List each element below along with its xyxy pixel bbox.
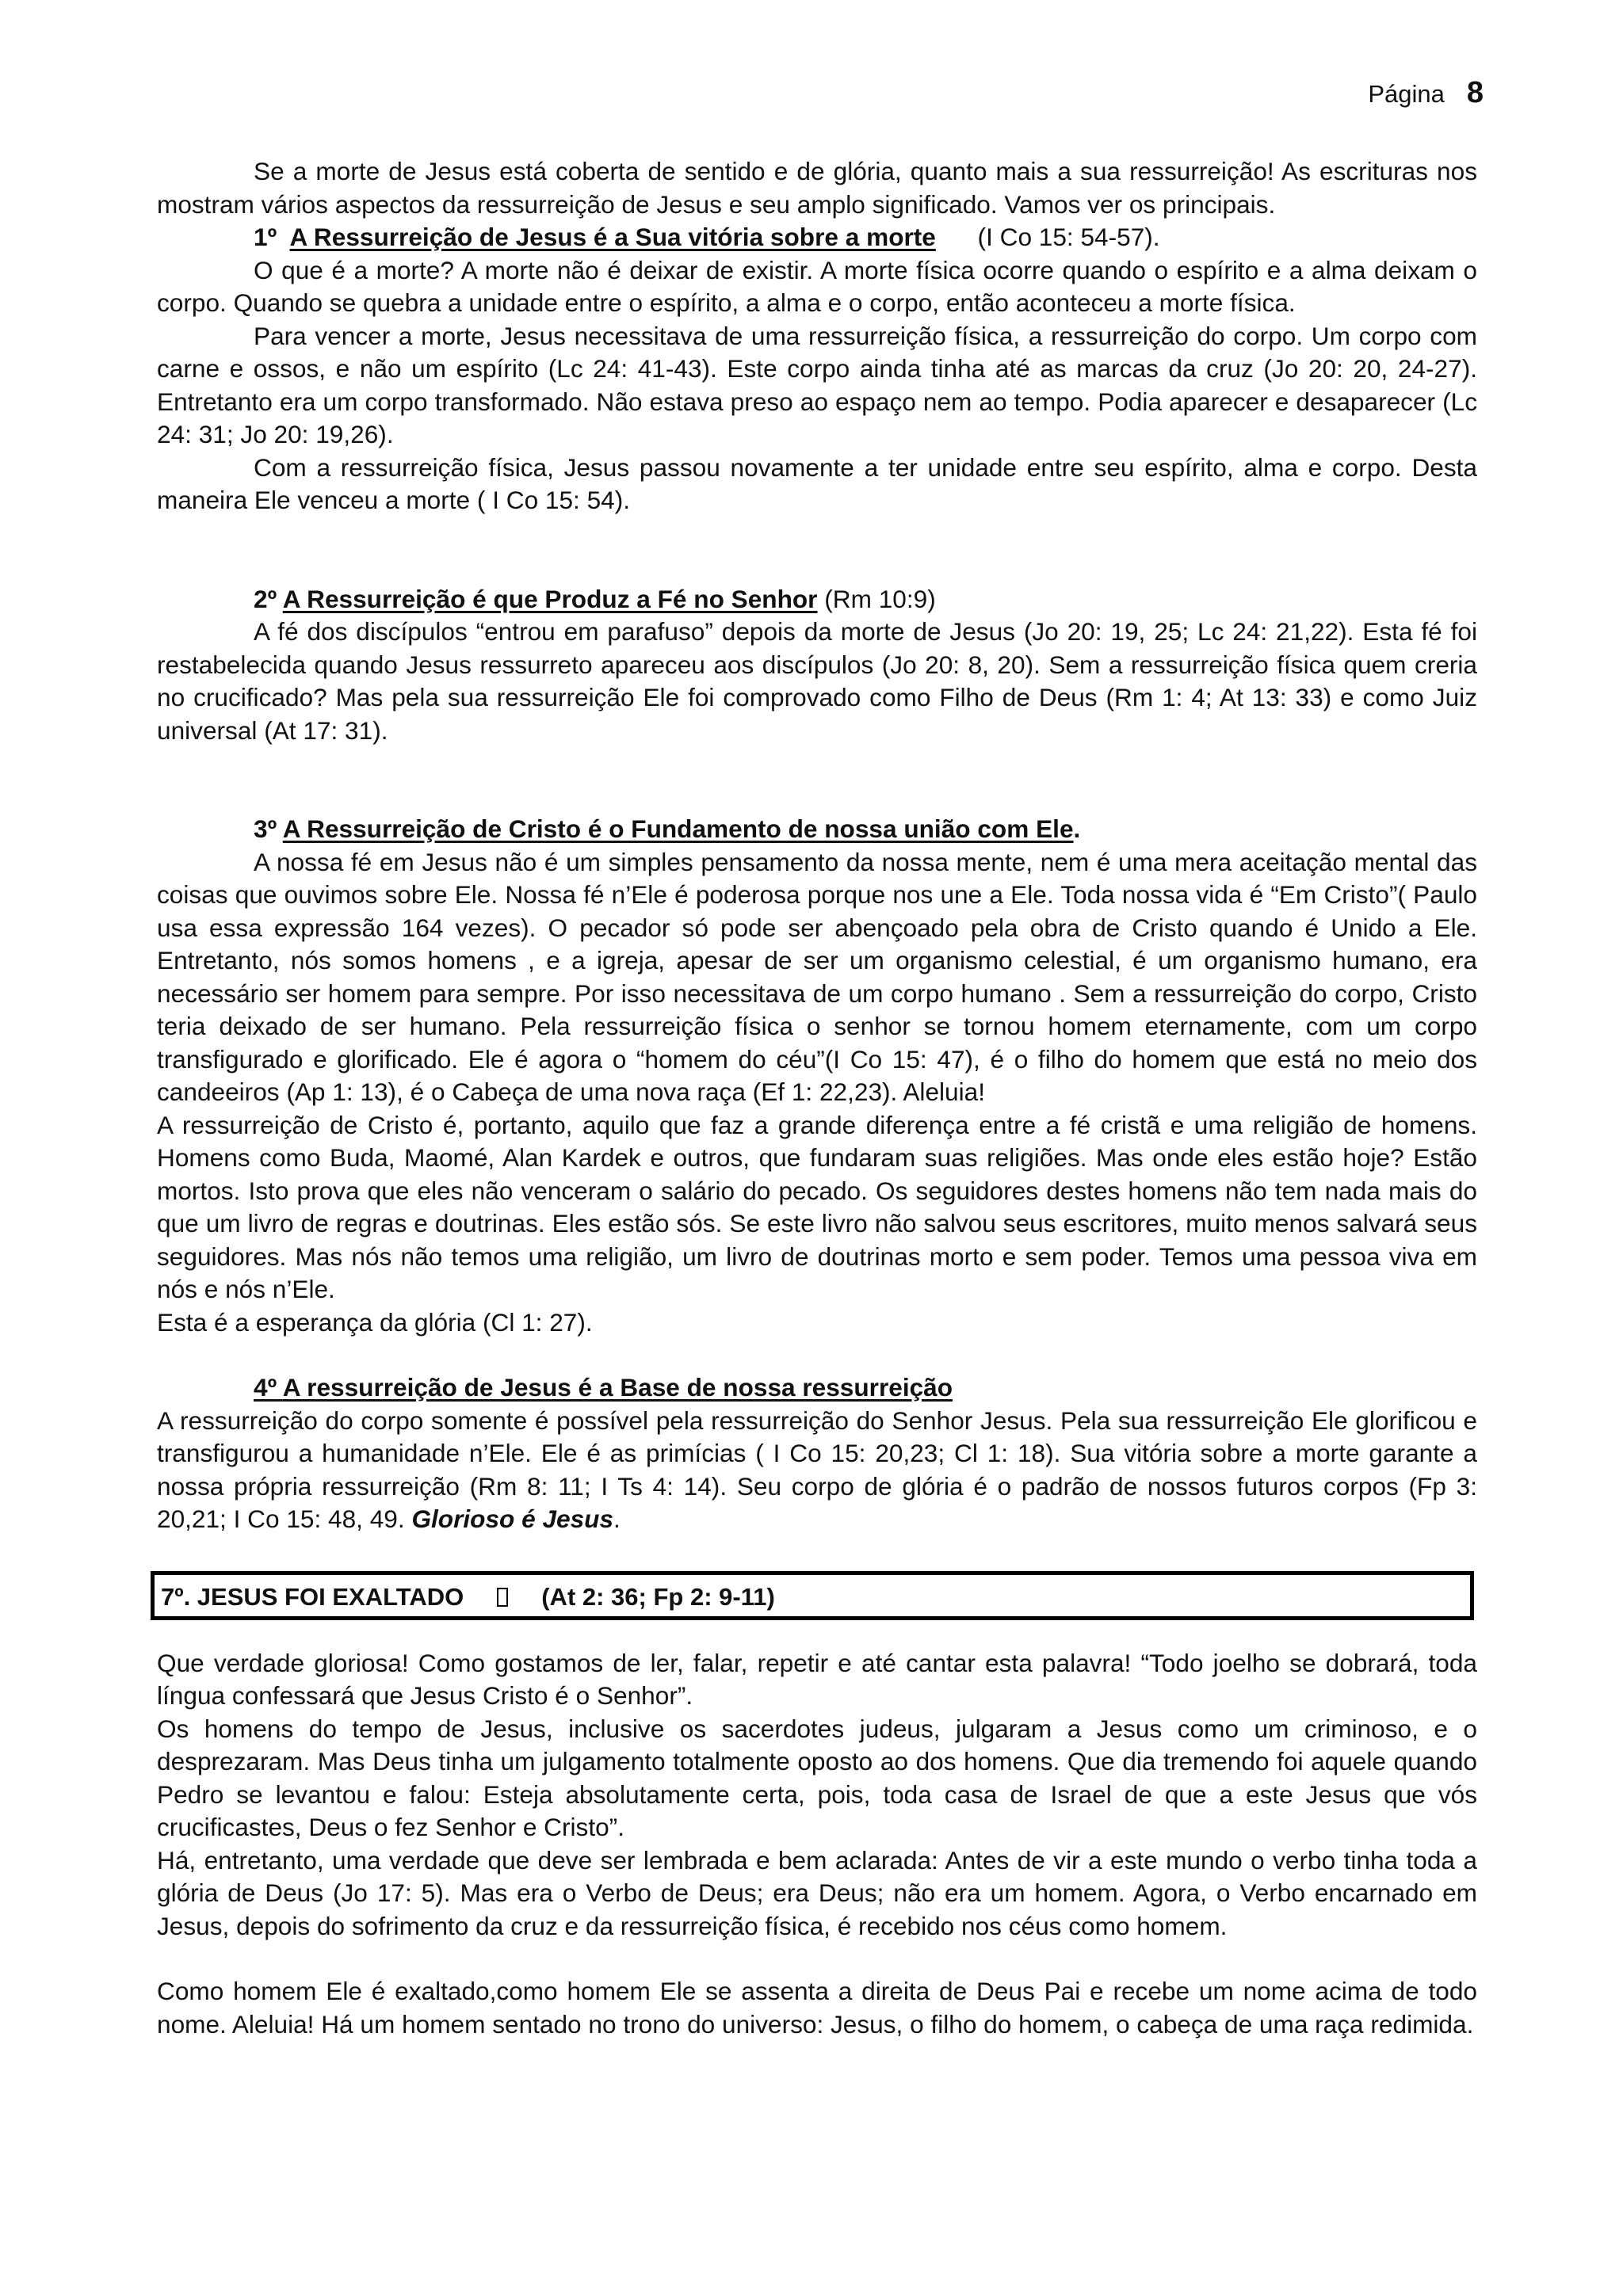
- page-header: [1368, 76, 1484, 110]
- chapter-7-title: 7º. JESUS FOI EXALTADO: [161, 1582, 464, 1611]
- section-1-paragraph-1: O que é a morte? A morte não é deixar de existir. A morte física ocorre quando o espírito e a alma deixam o corpo. Quando se quebra a unidade entre o espírito, a alma e o corpo, então aconteceu a morte física.: [157, 255, 1477, 317]
- chapter-7-heading-box: [151, 1571, 1474, 1620]
- intro-paragraph: Se a morte de Jesus está coberta de sentido e de glória, quanto mais a sua ressurreição! As escrituras nos mostram vários aspectos da ressurreição de Jesus e seu amplo significado. Vamos ver os principais.: [157, 157, 1477, 219]
- chapter-7-reference: (At 2: 36; Fp 2: 9-11): [541, 1582, 775, 1611]
- section-4-number: 4º: [254, 1373, 277, 1402]
- chapter-7-paragraph-1: Que verdade gloriosa! Como gostamos de ler, falar, repetir e até cantar esta palavra! “Todo joelho se dobrará, toda língua confessará que Jesus Cristo é o Senhor”.: [157, 1648, 1477, 1710]
- section-1-paragraph-2: Para vencer a morte, Jesus necessitava de uma ressurreição física, a ressurreição do corpo. Um corpo com carne e ossos, e não um espírito (Lc 24: 41-43). Este corpo ainda tinha até as marcas da cruz (Jo 20: 20, 24-27). Entretanto era um corpo transformado. Não estava preso ao espaço nem ao tempo. Podia aparecer e desaparecer (Lc 24: 31; Jo 20: 19,26).: [157, 321, 1477, 448]
- section-1-title: A Ressurreição de Jesus é a Sua vitória sobre a morte: [289, 223, 936, 251]
- chapter-7-paragraph-3: Há, entretanto, uma verdade que deve ser lembrada e bem aclarada: Antes de vir a este mundo o verbo tinha toda a glória de Deus (Jo 17: 5). Mas era o Verbo de Deus; era Deus; não era um homem. Agora, o Verbo encarnado em Jesus, depois do sofrimento da cruz e da ressurreição física, é recebido nos céus como homem.: [157, 1845, 1477, 1940]
- section-4-emphasis: Glorioso é Jesus: [411, 1505, 614, 1533]
- chapter-7-paragraph-4: Como homem Ele é exaltado,como homem Ele se assenta a direita de Deus Pai e recebe um nome acima de todo nome. Aleluia! Há um homem sentado no trono do universo: Jesus, o filho do homem, o cabeça de uma raça redimida.: [157, 1977, 1477, 2039]
- page-content: [157, 155, 1477, 2041]
- section-2-title: A Ressurreição é que Produz a Fé no Senhor: [282, 584, 818, 613]
- section-4-text: A ressurreição do corpo somente é possível pela ressurreição do Senhor Jesus. Pela sua ressurreição Ele glorificou e transfigurou a humanidade n’Ele. Ele é as primícias ( I Co 15: 20,23; Cl 1: 18). Sua vitória sobre a morte garante a nossa própria ressurreição (Rm 8: 11; I Ts 4: 14). Seu corpo de glória é o padrão de nossos futuros corpos (Fp 3: 20,21; I Co 15: 48, 49.: [157, 1405, 1477, 1533]
- section-3-title: A Ressurreição de Cristo é o Fundamento de nossa união com Ele: [282, 814, 1074, 843]
- section-2-heading: [157, 583, 1477, 616]
- section-3-heading: 3º A Ressurreição de Cristo é o Fundamento de nossa união com Ele.: [254, 814, 1081, 843]
- section-3-paragraph-2: A ressurreição de Cristo é, portanto, aquilo que faz a grande diferença entre a fé cristã e uma religião de homens. Homens como Buda, Maomé, Alan Kardek e outros, que fundaram suas religiões. Mas onde eles estão hoje? Estão mortos. Isto prova que eles não venceram o salário do pecado. Os seguidores destes homens não tem nada mais do que um livro de regras e doutrinas. Eles estão sós. Se este livro não salvou seus escritores, muito menos salvará seus seguidores. Mas nós não temos uma religião, um livro de doutrinas morto e sem poder. Temos uma pessoa viva em nós e nós n’Ele.: [157, 1110, 1477, 1303]
- page-number: 8: [1466, 76, 1484, 109]
- section-3-paragraph-3: Esta é a esperança da glória (Cl 1: 27).: [157, 1307, 593, 1337]
- section-4-title: A ressurreição de Jesus é a Base de nossa ressurreição: [282, 1373, 953, 1402]
- chapter-7-paragraph-2: Os homens do tempo de Jesus, inclusive os sacerdotes judeus, julgaram a Jesus como um criminoso, e o desprezaram. Mas Deus tinha um julgamento totalmente oposto ao dos homens. Que dia tremendo foi aquele quando Pedro se levantou e falou: Esteja absolutamente certa, pois, toda casa de Israel de que a este Jesus que vós crucificastes, Deus o fez Senhor e Cristo”.: [157, 1714, 1477, 1841]
- section-3-number: 3º: [254, 814, 277, 843]
- section-2-number: 2º: [254, 584, 277, 613]
- section-3-paragraph-1: A nossa fé em Jesus não é um simples pensamento da nossa mente, nem é uma mera aceitação mental das coisas que ouvimos sobre Ele. Nossa fé n’Ele é poderosa porque nos une a Ele. Toda nossa vida é “Em Cristo”( Paulo usa essa expressão 164 vezes). O pecador só pode ser abençoado pela obra de Cristo quando é Unido a Ele. Entretanto, nós somos homens , e a igreja, apesar de ser um organismo celestial, é um organismo humano, era necessário ser homem para sempre. Por isso necessitava de um corpo humano . Sem a ressurreição do corpo, Cristo teria deixado de ser humano. Pela ressurreição física o senhor se tornou homem eternamente, com um corpo transfigurado e glorificado. Ele é agora o “homem do céu”(I Co 15: 47), é o filho do homem que está no meio dos candeeiros (Ap 1: 13), é o Cabeça de uma nova raça (Ef 1: 22,23). Aleluia!: [157, 847, 1477, 1106]
- section-2-paragraph-1: A fé dos discípulos “entrou em parafuso” depois da morte de Jesus (Jo 20: 19, 25; Lc 24: 21,22). Esta fé foi restabelecida quando Jesus ressurreto apareceu aos discípulos (Jo 20: 8, 20). Sem a ressurreição física quem creria no crucificado? Mas pela sua ressurreição Ele foi comprovado como Filho de Deus (Rm 1: 4; At 13: 33) e como Juiz universal (At 17: 31).: [157, 617, 1477, 745]
- section-1-reference: (I Co 15: 54-57).: [977, 223, 1160, 251]
- section-1-heading: [157, 221, 1477, 254]
- section-4-heading: [157, 1371, 1477, 1405]
- missing-glyph-icon: [497, 1588, 508, 1607]
- page-label: Página: [1368, 80, 1445, 108]
- section-4-paragraph-1: A ressurreição do corpo somente é possível pela ressurreição do Senhor Jesus. Pela sua ressurreição Ele glorificou e transfigurou a humanidade n’Ele. Ele é as primícias ( I Co 15: 20,23; Cl 1: 18). Sua vitória sobre a morte garante a nossa própria ressurreição (Rm 8: 11; I Ts 4: 14). Seu corpo de glória é o padrão de nossos futuros corpos (Fp 3: 20,21; I Co 15: 48, 49. Glorioso é Jesus.: [157, 1405, 1477, 1533]
- section-1-paragraph-3: Com a ressurreição física, Jesus passou novamente a ter unidade entre seu espírito, alma e corpo. Desta maneira Ele venceu a morte ( I Co 15: 54).: [157, 452, 1477, 514]
- section-1-number: 1º: [254, 223, 277, 251]
- section-2-reference: (Rm 10:9): [824, 584, 936, 613]
